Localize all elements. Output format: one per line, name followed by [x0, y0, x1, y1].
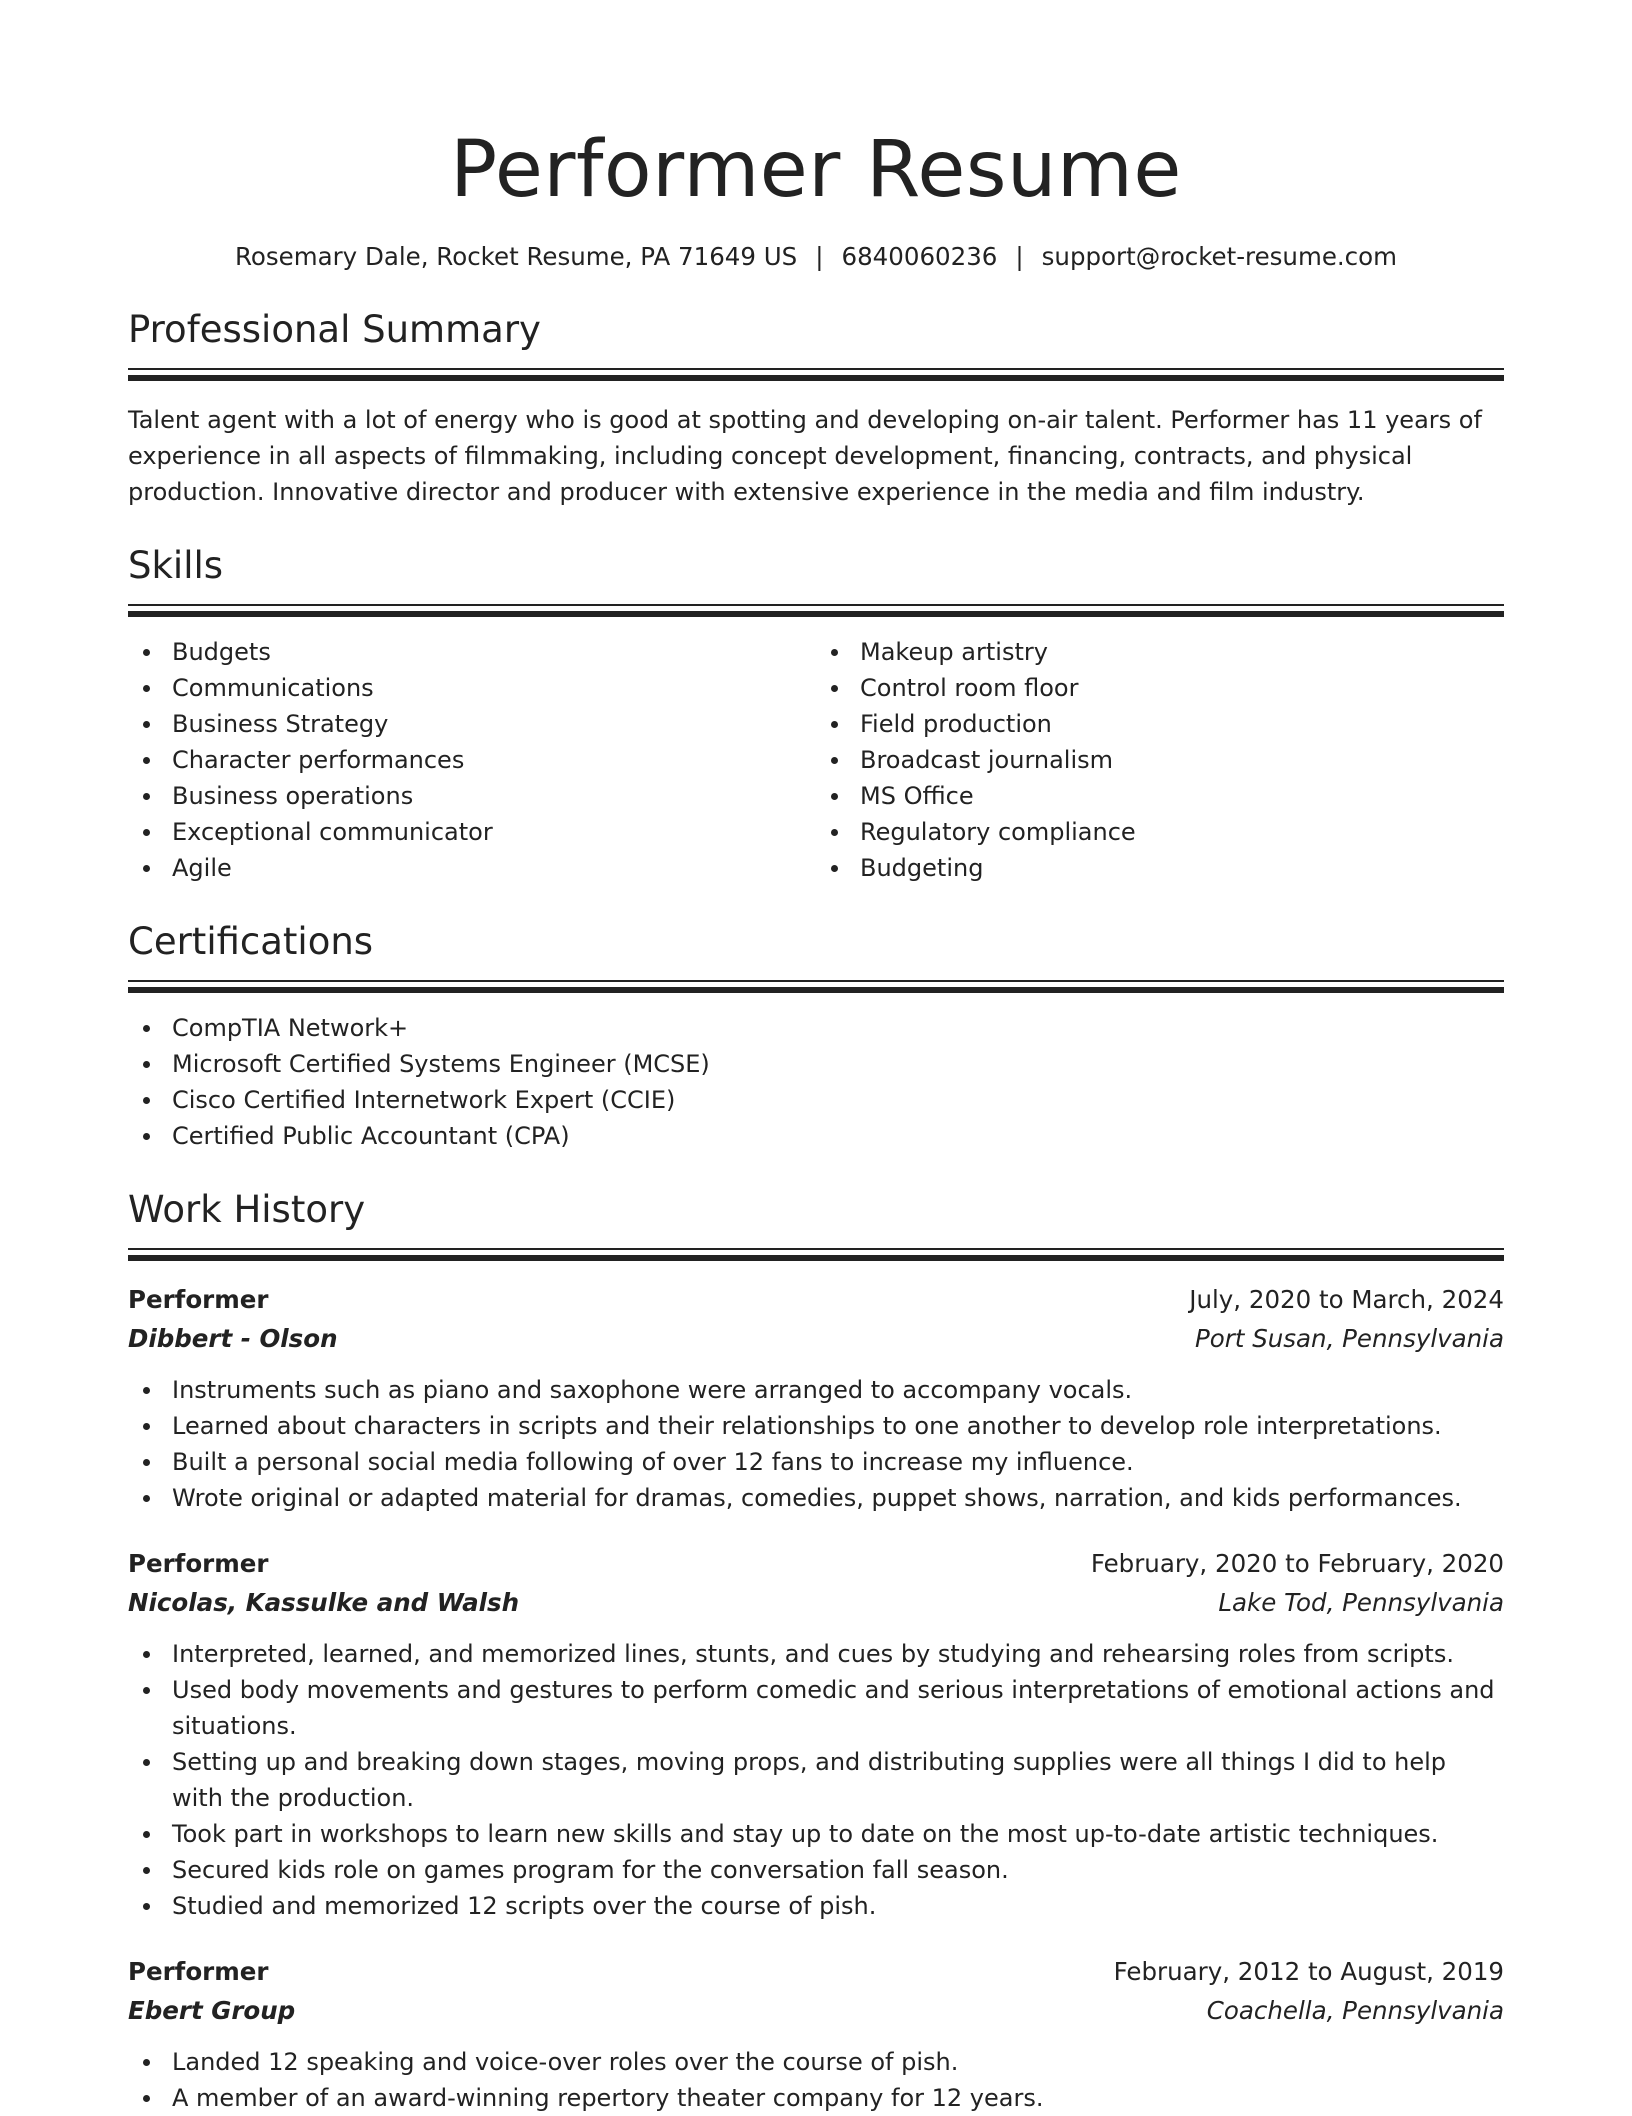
summary-text: Talent agent with a lot of energy who is good at spotting and developing on-air talent. Performer has 11 years of experience in all aspects of filmmaking, including concept development, financing, contracts, and physical production. Innovative director and producer with extensive experience in the media and film industry.	[128, 406, 1482, 506]
skill-item: Budgeting	[816, 850, 1504, 886]
summary-heading: Professional Summary	[128, 308, 541, 351]
job-dates: February, 2020 to February, 2020	[1090, 1549, 1504, 1578]
work-history-section	[128, 1186, 1504, 2116]
job-title: Performer	[128, 1957, 269, 1986]
job-entry	[128, 1280, 1504, 1516]
job-header-row	[128, 1952, 1504, 1991]
job-entry	[128, 1952, 1504, 2116]
skill-item: Exceptional communicator	[128, 814, 816, 850]
skill-item: Control room floor	[816, 670, 1504, 706]
job-bullets	[128, 2044, 1504, 2116]
skills-list-left	[128, 634, 816, 886]
skill-item: Budgets	[128, 634, 816, 670]
job-company-row	[128, 1991, 1504, 2030]
certifications-section	[128, 918, 1504, 1154]
job-bullet: Took part in workshops to learn new skills and stay up to date on the most up-to-date artistic techniques.	[128, 1816, 1504, 1852]
skill-item: MS Office	[816, 778, 1504, 814]
job-location: Coachella, Pennsylvania	[1206, 1996, 1504, 2025]
skills-columns	[128, 634, 1504, 886]
certifications-list	[128, 1010, 1504, 1154]
skill-item: Business operations	[128, 778, 816, 814]
skill-item: Field production	[816, 706, 1504, 742]
skill-item: Regulatory compliance	[816, 814, 1504, 850]
section-divider	[128, 980, 1504, 994]
job-company: Dibbert - Olson	[128, 1324, 338, 1353]
job-bullet: Studied and memorized 12 scripts over the course of pish.	[128, 1888, 1504, 1924]
skill-item: Makeup artistry	[816, 634, 1504, 670]
job-bullet: Interpreted, learned, and memorized lines, stunts, and cues by studying and rehearsing roles from scripts.	[128, 1636, 1504, 1672]
job-bullet: Built a personal social media following of over 12 fans to increase my influence.	[128, 1444, 1504, 1480]
skills-section	[128, 542, 1504, 886]
job-bullet: Learned about characters in scripts and their relationships to one another to develop role interpretations.	[128, 1408, 1504, 1444]
job-bullet: Wrote original or adapted material for dramas, comedies, puppet shows, narration, and kids performances.	[128, 1480, 1504, 1516]
contact-address: Rosemary Dale, Rocket Resume, PA 71649 US	[234, 242, 798, 271]
job-title: Performer	[128, 1549, 269, 1578]
skill-item: Character performances	[128, 742, 816, 778]
contact-separator: |	[815, 242, 824, 271]
contact-separator: |	[1015, 242, 1024, 271]
job-location: Lake Tod, Pennsylvania	[1218, 1588, 1504, 1617]
summary-section	[128, 306, 1504, 510]
skill-item: Communications	[128, 670, 816, 706]
certification-item: Certified Public Accountant (CPA)	[128, 1118, 1504, 1154]
page-title: Performer Resume	[450, 125, 1182, 215]
job-dates: February, 2012 to August, 2019	[1113, 1957, 1504, 1986]
job-bullet: Used body movements and gestures to perform comedic and serious interpretations of emotional actions and situations.	[128, 1672, 1504, 1744]
job-title: Performer	[128, 1285, 269, 1314]
section-divider	[128, 1248, 1504, 1262]
job-bullet: Setting up and breaking down stages, moving props, and distributing supplies were all things I did to help with the production.	[128, 1744, 1504, 1816]
section-divider	[128, 368, 1504, 382]
job-bullet: Landed 12 speaking and voice-over roles over the course of pish.	[128, 2044, 1504, 2080]
certification-item: CompTIA Network+	[128, 1010, 1504, 1046]
job-dates: July, 2020 to March, 2024	[1189, 1285, 1504, 1314]
work-history-heading: Work History	[128, 1188, 366, 1231]
certifications-heading: Certifications	[128, 920, 374, 963]
job-bullet: Secured kids role on games program for the conversation fall season.	[128, 1852, 1504, 1888]
certification-item: Microsoft Certified Systems Engineer (MCSE)	[128, 1046, 1504, 1082]
job-bullet: A member of an award-winning repertory theater company for 12 years.	[128, 2080, 1504, 2116]
skill-item: Agile	[128, 850, 816, 886]
job-location: Port Susan, Pennsylvania	[1194, 1324, 1504, 1353]
contact-phone: 6840060236	[841, 242, 998, 271]
contact-email: support@rocket-resume.com	[1041, 242, 1398, 271]
job-bullets	[128, 1636, 1504, 1924]
section-divider	[128, 604, 1504, 618]
job-bullets	[128, 1372, 1504, 1516]
skill-item: Broadcast journalism	[816, 742, 1504, 778]
skills-list-right	[816, 634, 1504, 886]
job-company: Ebert Group	[128, 1996, 296, 2025]
job-company: Nicolas, Kassulke and Walsh	[128, 1588, 520, 1617]
job-header-row	[128, 1280, 1504, 1319]
job-company-row	[128, 1583, 1504, 1622]
skill-item: Business Strategy	[128, 706, 816, 742]
contact-line	[128, 240, 1504, 274]
skills-heading: Skills	[128, 544, 224, 587]
certification-item: Cisco Certified Internetwork Expert (CCIE)	[128, 1082, 1504, 1118]
job-entry	[128, 1544, 1504, 1924]
job-bullet: Instruments such as piano and saxophone were arranged to accompany vocals.	[128, 1372, 1504, 1408]
job-company-row	[128, 1319, 1504, 1358]
job-header-row	[128, 1544, 1504, 1583]
